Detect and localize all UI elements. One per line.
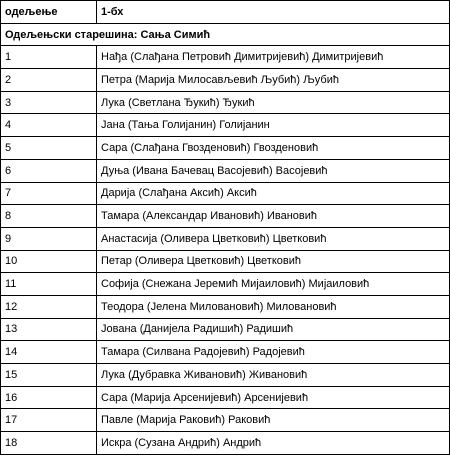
student-name-cell: Јована (Данијела Радишић) Радишић [97,318,450,341]
student-number-cell: 12 [1,295,97,318]
student-row [1,250,450,273]
class-header-row [1,1,450,24]
student-number-cell: 5 [1,137,97,160]
student-row [1,386,450,409]
student-number-cell: 15 [1,364,97,387]
student-name-cell: Тамара (Александар Ивановић) Ивановић [97,205,450,228]
student-name-cell: Софија (Снежана Јеремић Мијаиловић) Мијаиловић [97,273,450,296]
student-number-cell: 10 [1,250,97,273]
student-row [1,114,450,137]
student-row [1,46,450,69]
student-name-cell: Тамара (Силвана Радојевић) Радојевић [97,341,450,364]
student-name-cell: Сара (Марија Арсенијевић) Арсенијевић [97,386,450,409]
student-row [1,137,450,160]
student-name-cell: Петра (Марија Милосављевић Љубић) Љубић [97,69,450,92]
student-row [1,69,450,92]
student-name-cell: Јана (Тања Голијанин) Голијанин [97,114,450,137]
student-name-cell: Дуња (Ивана Бачевац Васојевић) Васојевић [97,159,450,182]
student-number-cell: 17 [1,409,97,432]
student-row [1,295,450,318]
student-number-cell: 4 [1,114,97,137]
teacher-row [1,23,450,46]
student-number-cell: 11 [1,273,97,296]
student-row [1,318,450,341]
student-row [1,364,450,387]
student-number-cell: 1 [1,46,97,69]
teacher-cell: Одељењски старешина: Сања Симић [1,23,450,46]
student-name-cell: Лука (Светлана Ђукић) Ђукић [97,91,450,114]
class-label-cell: одељење [1,1,97,24]
student-number-cell: 9 [1,227,97,250]
student-row [1,273,450,296]
student-number-cell: 7 [1,182,97,205]
student-name-cell: Петар (Оливера Цветковић) Цветковић [97,250,450,273]
student-number-cell: 6 [1,159,97,182]
student-number-cell: 8 [1,205,97,228]
student-name-cell: Дарија (Слађана Аксић) Аксић [97,182,450,205]
student-number-cell: 16 [1,386,97,409]
student-row [1,205,450,228]
class-value-cell: 1-бх [97,1,450,24]
student-row [1,227,450,250]
student-number-cell: 13 [1,318,97,341]
student-row [1,91,450,114]
student-name-cell: Теодора (Јелена Миловановић) Миловановић [97,295,450,318]
student-row [1,341,450,364]
student-name-cell: Сара (Слађана Гвозденовић) Гвозденовић [97,137,450,160]
student-number-cell: 14 [1,341,97,364]
student-name-cell: Павле (Марија Раковић) Раковић [97,409,450,432]
student-number-cell: 2 [1,69,97,92]
student-name-cell: Нађа (Слађана Петровић Димитријевић) Димитријевић [97,46,450,69]
student-number-cell: 18 [1,432,97,455]
student-row [1,432,450,455]
student-row [1,409,450,432]
student-name-cell: Лука (Дубравка Живановић) Живановић [97,364,450,387]
student-number-cell: 3 [1,91,97,114]
roster-body [1,1,450,455]
student-row [1,159,450,182]
student-row [1,182,450,205]
student-name-cell: Искра (Сузана Андрић) Андрић [97,432,450,455]
student-name-cell: Анастасија (Оливера Цветковић) Цветковић [97,227,450,250]
